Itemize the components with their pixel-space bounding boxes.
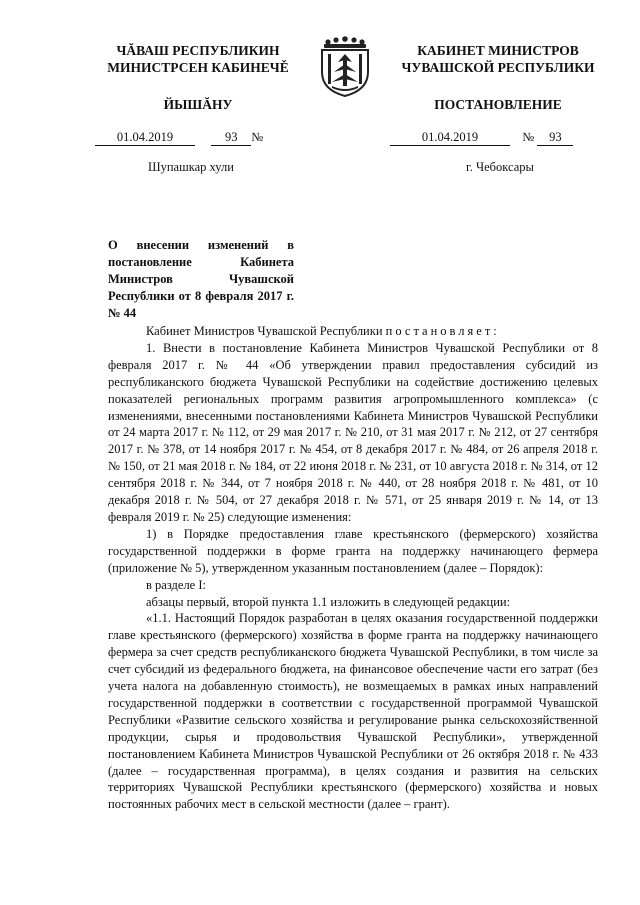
header-left-org [88,42,308,76]
intro-paragraph [108,323,598,340]
header-left-doc-type: ЙЫШĂНУ [163,97,233,112]
date-right: 01.04.2019 [390,130,510,146]
header-right-line2: ЧУВАШСКОЙ РЕСПУБЛИКИ [401,60,595,75]
date-number-left [95,130,263,146]
header-right-org [378,42,618,76]
header-left-line2: МИНИСТРСЕН КАБИНЕЧĚ [107,60,289,75]
document-subject: О внесении изменений в постановление Кабинета Министров Чувашской Республики от 8 февраля 2017 г. № 44 [108,238,294,320]
body-paragraph-4: абзацы первый, второй пункта 1.1 изложить в следующей редакции: [146,594,511,609]
intro-text: Кабинет Министров Чувашской Республики [146,324,383,338]
header-right-line1: КАБИНЕТ МИНИСТРОВ [417,43,579,58]
body-paragraph-3: в разделе I: [146,577,206,592]
date-left: 01.04.2019 [95,130,195,146]
header-left-line1: ЧĂВАШ РЕСПУБЛИКИН [116,43,280,58]
date-number-right [390,130,573,146]
place-right: г. Чебоксары [466,160,534,174]
number-sign-left: № [251,130,264,144]
body-paragraph-2: 1) в Порядке предоставления главе крестьянского (фермерского) хозяйства государственной поддержки в форме гранта на поддержку начинающего фермера (приложение № 5), утвержденном указанным постановлением (далее – Порядок): [108,526,598,575]
number-sign-right: № [522,130,535,144]
intro-verb: постановляет: [385,324,500,338]
coat-of-arms-icon [316,36,374,98]
document-body [108,323,598,813]
header-right-doc-type: ПОСТАНОВЛЕНИЕ [434,97,562,112]
number-right: 93 [537,130,573,146]
place-left: Шупашкар хули [148,160,234,174]
body-paragraph-5: «1.1. Настоящий Порядок разработан в целях оказания государственной поддержки главе крестьянского (фермерского) хозяйства в форме гранта на поддержку начинающего фермера за счет средств республиканского бюджета Чувашской Республики, в том числе за счет субсидий из федерального бюджета, на финансовое обеспечение части его затрат (без учета налога на добавленную стоимость), не возмещаемых в рамках иных направлений государственной поддержки в соответствии с государственной программой Чувашской Республики «Развитие сельского хозяйства и регулирование рынка сельскохозяйственной продукции, сырья и продовольствия Чувашской Республики», утвержденной постановлением Кабинета Министров Чувашской Республики от 26 октября 2018 г. № 433 (далее – государственная программа), в целях создания и развития на сельских территориях Чувашской Республики крестьянского (фермерского) хозяйства и новых постоянных рабочих мест в сельской местности (далее – грант). [108,611,598,812]
body-paragraph-1: 1. Внести в постановление Кабинета Министров Чувашской Республики от 8 февраля 2017 г. № 44 «Об утверждении правил предоставления субсидий из республиканского бюджета Чувашской Республики на содействие достижению целевых показателей региональных программ развития агропромышленного комплекса» (с изменениями, внесенными постановлениями Кабинета Министров Чувашской Республики от 24 марта 2017 г. № 112, от 29 мая 2017 г. № 210, от 31 мая 2017 г. № 212, от 27 сентября 2017 г. № 378, от 14 ноября 2017 г. № 454, от 8 декабря 2017 г. № 484, от 26 апреля 2018 г. № 150, от 21 мая 2018 г. № 184, от 22 июня 2018 г. № 231, от 10 августа 2018 г. № 314, от 12 сентября 2018 г. № 344, от 7 ноября 2018 г. № 440, от 28 ноября 2018 г. № 481, от 10 декабря 2018 г. № 504, от 27 декабря 2018 г. № 571, от 25 января 2019 г. № 14, от 13 февраля 2019 г. № 25) следующие изменения: [108,340,598,524]
number-left: 93 [211,130,251,146]
